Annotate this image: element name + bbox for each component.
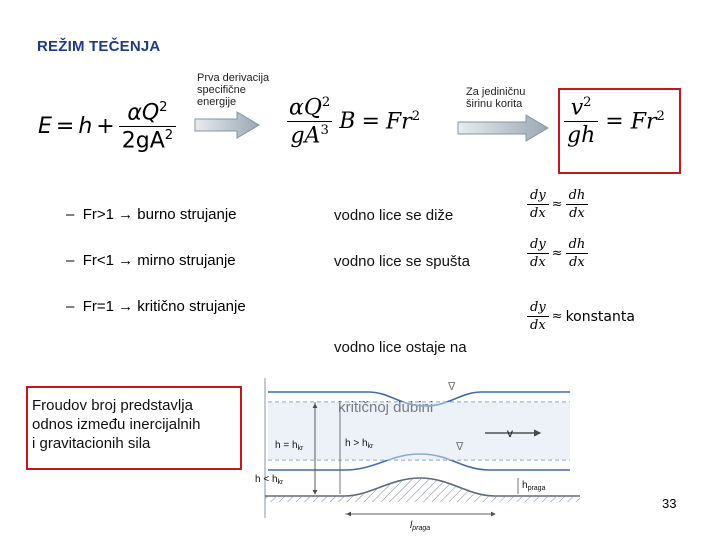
deriv-num: dy — [530, 188, 546, 203]
eq-equals: = — [55, 114, 75, 140]
note-line: Za jediničnu — [466, 86, 526, 98]
label-h-praga: $h_{praga}$ — [522, 480, 546, 492]
label-h-equals-hkr: $h = h_{kr}$ — [275, 440, 304, 452]
row-description — [334, 252, 470, 272]
eq-froude: Fr — [630, 109, 657, 135]
note-line: specifične — [197, 84, 246, 96]
eq-exponent: 2 — [656, 109, 665, 124]
desc-line: vodno lice se diže — [334, 207, 454, 224]
row-description — [334, 206, 453, 226]
water-level-icon: ∇ — [448, 380, 456, 393]
eq-exponent: 3 — [320, 123, 329, 139]
desc-line: vodno lice se spušta — [334, 253, 470, 270]
eq-plus: + — [96, 114, 115, 140]
eq-numerator: v — [570, 95, 584, 121]
eq-symbol-h: h — [78, 114, 93, 140]
bullet-text: Fr<1 → mirno strujanje — [82, 252, 236, 269]
note-unit-width — [466, 86, 525, 110]
list-item-supercritical — [66, 206, 237, 223]
bullet-dash: – — [66, 206, 75, 223]
approx-sign: ≈ — [551, 246, 563, 261]
eq-froude: Fr — [385, 109, 412, 135]
eq-symbol-e: E — [38, 114, 52, 140]
eq-exponent: 2 — [159, 100, 168, 115]
deriv-num: dy — [530, 237, 546, 252]
deriv-word: konstanta — [565, 308, 635, 325]
eq-exponent: 2 — [583, 95, 592, 110]
froude-equation — [564, 95, 665, 148]
eq-equals: = — [361, 109, 380, 135]
note-line: širinu korita — [466, 98, 523, 110]
derivative-expression — [527, 237, 588, 270]
list-item-critical — [66, 298, 246, 315]
eq-denominator: gh — [567, 123, 596, 149]
weir-flow-diagram — [250, 378, 650, 538]
note-line: Prva derivacija — [197, 72, 270, 84]
page-number: 33 — [662, 496, 677, 511]
eq-fraction — [286, 95, 333, 149]
deriv-den: dx — [527, 253, 549, 270]
arrow-right-icon — [193, 110, 263, 140]
desc-line: vodno lice ostaje na — [334, 339, 467, 356]
bullet-dash: – — [66, 252, 75, 269]
arrow-right-icon — [456, 113, 552, 143]
derivative-expression — [527, 188, 588, 221]
eq-numerator: αQ — [289, 95, 322, 121]
label-velocity: v — [507, 426, 513, 440]
eq-equals: = — [605, 109, 624, 135]
eq-fraction — [119, 100, 176, 154]
energy-equation — [38, 100, 176, 154]
eq-exponent: 2 — [321, 95, 331, 110]
froude-definition-box — [26, 386, 242, 470]
note-line: energije — [197, 96, 237, 108]
eq-exponent: 2 — [164, 128, 174, 144]
label-h-greater-hkr: $h > h_{kr}$ — [345, 438, 374, 450]
deriv-num: dy — [530, 300, 546, 315]
deriv-den: dx — [566, 253, 588, 270]
approx-sign: ≈ — [551, 197, 563, 212]
label-h-less-hkr: $h < h_{kr}$ — [255, 474, 284, 486]
label-l-praga: $l_{praga}$ — [410, 520, 431, 532]
eq-denominator: 2gA — [121, 128, 165, 154]
deriv-den: dx — [527, 316, 549, 333]
approx-sign: ≈ — [551, 309, 563, 324]
critical-equation — [286, 95, 420, 149]
deriv-den: dx — [527, 204, 549, 221]
definition-line: i gravitacionih sila — [32, 435, 151, 452]
eq-numerator: αQ — [127, 100, 160, 126]
eq-fraction — [564, 95, 598, 148]
slide-title: REŽIM TEČENJA — [37, 38, 161, 55]
deriv-num: dh — [568, 237, 586, 252]
deriv-num: dh — [568, 188, 586, 203]
derivative-expression — [527, 300, 635, 333]
definition-line: odnos između inercijalnih — [32, 416, 201, 433]
note-first-derivative — [197, 72, 269, 108]
list-item-subcritical — [66, 252, 236, 269]
definition-line: Froudov broj predstavlja — [32, 397, 193, 414]
bullet-dash: – — [66, 298, 75, 315]
bullet-text: Fr>1 → burno strujanje — [82, 206, 237, 223]
eq-exponent: 2 — [411, 109, 421, 125]
eq-denominator: gA — [290, 123, 321, 149]
bullet-text: Fr=1 → kritično strujanje — [82, 298, 246, 315]
eq-symbol-b: B — [339, 109, 356, 135]
deriv-den: dx — [566, 204, 588, 221]
water-level-icon: ∇ — [456, 440, 464, 453]
